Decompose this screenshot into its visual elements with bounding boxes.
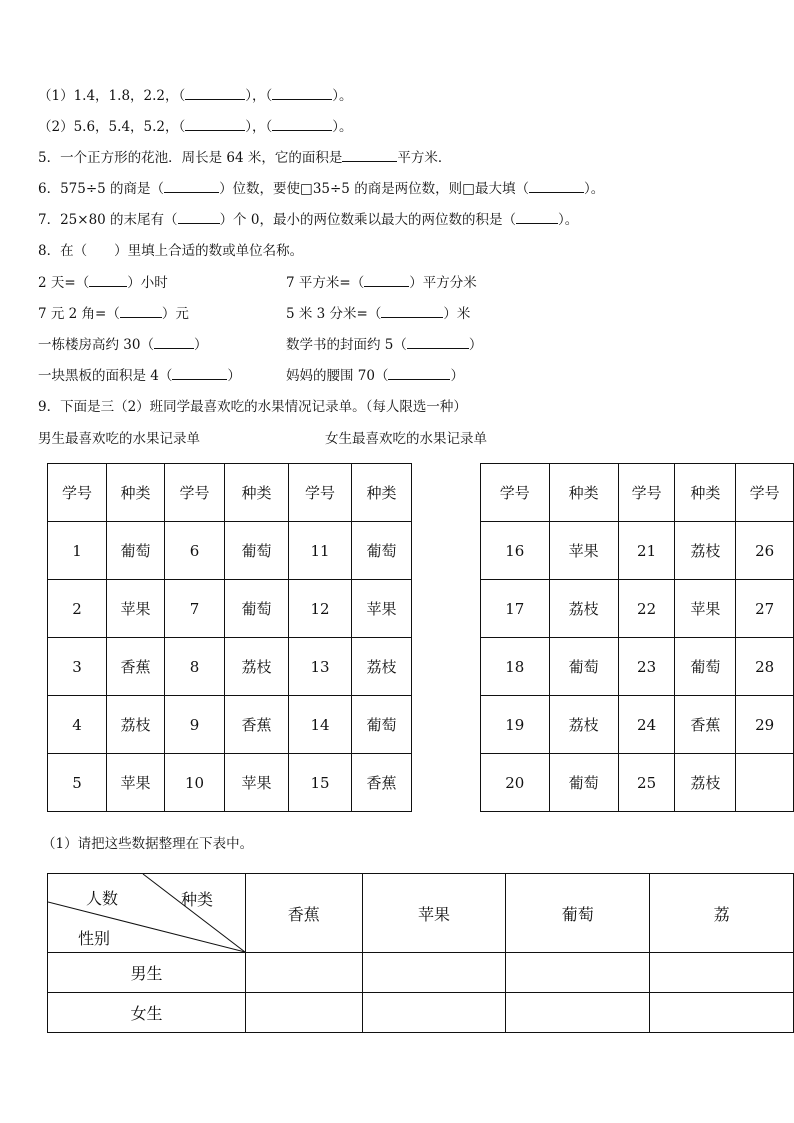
header-cell: 学号 [48, 464, 107, 522]
table-header-row [48, 874, 794, 953]
table-row [481, 522, 794, 580]
table-cell: 苹果 [352, 580, 412, 638]
table-row [481, 580, 794, 638]
table-header-row [481, 464, 794, 522]
column-header: 葡萄 [506, 874, 650, 953]
answer-blank[interactable] [164, 180, 219, 193]
table-cell [736, 754, 794, 812]
girls-record-table [480, 463, 794, 812]
header-cell: 学号 [481, 464, 550, 522]
table-row [48, 993, 794, 1033]
table-cell: 苹果 [225, 754, 289, 812]
header-cell: 学号 [618, 464, 675, 522]
table-cell: 荔枝 [675, 754, 736, 812]
table-row [481, 638, 794, 696]
table-row [48, 953, 794, 993]
answer-blank[interactable] [364, 274, 409, 287]
table-cell: 27 [736, 580, 794, 638]
table-cell: 苹果 [675, 580, 736, 638]
table-cell: 1 [48, 522, 107, 580]
column-header: 苹果 [362, 874, 506, 953]
question-5: 5．一个正方形的花池．周长是 64 米，它的面积是 平方米． [38, 150, 452, 166]
header-cell: 种类 [225, 464, 289, 522]
q8-item: 妈妈的腰围 70（ ） [286, 368, 464, 384]
answer-blank[interactable] [272, 118, 332, 131]
table-row [481, 754, 794, 812]
q8-item: 7 平方米=（ ）平方分米 [286, 275, 477, 291]
table-cell: 葡萄 [352, 522, 412, 580]
table-cell: 香蕉 [352, 754, 412, 812]
header-cell: 种类 [107, 464, 165, 522]
table-cell: 24 [618, 696, 675, 754]
table-row [48, 696, 412, 754]
question-4-2: （2）5.6，5.4，5.2，（ ），（ ）。 [38, 119, 353, 135]
table-cell: 荔枝 [549, 580, 618, 638]
table-cell: 荔枝 [225, 638, 289, 696]
table-cell: 25 [618, 754, 675, 812]
table-cell: 荔枝 [107, 696, 165, 754]
table-cell: 23 [618, 638, 675, 696]
table-row [48, 638, 412, 696]
header-cell: 学号 [289, 464, 352, 522]
table-row [48, 754, 412, 812]
answer-blank[interactable] [342, 149, 397, 162]
boys-table-caption: 男生最喜欢吃的水果记录单 [38, 431, 200, 447]
table-cell: 荔枝 [549, 696, 618, 754]
table-cell: 21 [618, 522, 675, 580]
row-header: 男生 [48, 953, 246, 993]
answer-blank[interactable] [407, 336, 469, 349]
answer-blank[interactable] [516, 211, 558, 224]
q8-item: 2 天=（ ）小时 [38, 275, 168, 291]
table-cell: 8 [165, 638, 225, 696]
table-cell: 葡萄 [352, 696, 412, 754]
corner-label-gender: 性别 [78, 929, 111, 948]
question-8: 8．在（ ）里填上合适的数或单位名称。 [38, 243, 304, 259]
diagonal-header-cell [48, 874, 246, 953]
table-cell: 10 [165, 754, 225, 812]
table-cell: 荔枝 [675, 522, 736, 580]
table-cell: 18 [481, 638, 550, 696]
table-cell: 11 [289, 522, 352, 580]
table-cell: 6 [165, 522, 225, 580]
q8-item: 一栋楼房高约 30（ ） [38, 337, 208, 353]
answer-blank[interactable] [388, 367, 450, 380]
input-cell[interactable] [246, 993, 363, 1033]
question-9: 9．下面是三（2）班同学最喜欢吃的水果情况记录单。（每人限选一种） [38, 399, 467, 415]
table-cell: 14 [289, 696, 352, 754]
answer-blank[interactable] [529, 180, 584, 193]
answer-blank[interactable] [185, 118, 245, 131]
table-cell: 20 [481, 754, 550, 812]
question-4-1: （1）1.4，1.8，2.2，（ ），（ ）。 [38, 88, 353, 104]
table-cell: 2 [48, 580, 107, 638]
answer-blank[interactable] [89, 274, 127, 287]
summary-table [47, 873, 794, 1033]
question-9-1: （1）请把这些数据整理在下表中。 [42, 836, 254, 852]
q8-item: 一块黑板的面积是 4（ ） [38, 368, 241, 384]
table-cell: 葡萄 [675, 638, 736, 696]
table-cell: 香蕉 [107, 638, 165, 696]
input-cell[interactable] [362, 993, 506, 1033]
column-header: 荔 [650, 874, 794, 953]
input-cell[interactable] [506, 993, 650, 1033]
table-row [481, 696, 794, 754]
column-header: 香蕉 [246, 874, 363, 953]
table-cell: 苹果 [549, 522, 618, 580]
table-cell: 葡萄 [549, 754, 618, 812]
table-row [48, 580, 412, 638]
q8-item: 7 元 2 角=（ ）元 [38, 306, 189, 322]
table-cell: 苹果 [107, 580, 165, 638]
table-cell: 12 [289, 580, 352, 638]
table-cell: 19 [481, 696, 550, 754]
table-cell: 17 [481, 580, 550, 638]
q8-item: 数学书的封面约 5（ ） [286, 337, 483, 353]
answer-blank[interactable] [120, 305, 162, 318]
table-row [48, 522, 412, 580]
answer-blank[interactable] [178, 211, 220, 224]
corner-label-kind: 种类 [181, 890, 214, 909]
table-cell: 29 [736, 696, 794, 754]
header-cell: 种类 [549, 464, 618, 522]
answer-blank[interactable] [272, 87, 332, 100]
table-cell: 9 [165, 696, 225, 754]
summary-table-clip [47, 873, 794, 1035]
table-cell: 葡萄 [225, 580, 289, 638]
corner-label-count: 人数 [86, 889, 119, 908]
table-cell: 荔枝 [352, 638, 412, 696]
header-cell: 学号 [165, 464, 225, 522]
table-cell: 香蕉 [225, 696, 289, 754]
table-header-row [48, 464, 412, 522]
girls-table-clip [480, 463, 794, 813]
table-cell: 葡萄 [107, 522, 165, 580]
table-cell: 香蕉 [675, 696, 736, 754]
table-cell: 16 [481, 522, 550, 580]
input-cell[interactable] [246, 953, 363, 993]
header-cell: 种类 [352, 464, 412, 522]
question-7: 7．25×80 的末尾有（ ）个 0，最小的两位数乘以最大的两位数的积是（ ）。 [38, 212, 579, 228]
input-cell[interactable] [506, 953, 650, 993]
table-cell: 葡萄 [225, 522, 289, 580]
table-cell: 28 [736, 638, 794, 696]
input-cell[interactable] [362, 953, 506, 993]
row-header: 女生 [48, 993, 246, 1033]
input-cell[interactable] [650, 953, 794, 993]
table-cell: 7 [165, 580, 225, 638]
table-cell: 苹果 [107, 754, 165, 812]
answer-blank[interactable] [185, 87, 245, 100]
question-6: 6．575÷5 的商是（ ）位数，要使□35÷5 的商是两位数，则□最大填（ ）。 [38, 181, 605, 197]
input-cell[interactable] [650, 993, 794, 1033]
header-cell: 种类 [675, 464, 736, 522]
table-cell: 22 [618, 580, 675, 638]
table-cell: 3 [48, 638, 107, 696]
answer-blank[interactable] [381, 305, 443, 318]
table-cell: 5 [48, 754, 107, 812]
answer-blank[interactable] [154, 336, 194, 349]
table-cell: 葡萄 [549, 638, 618, 696]
answer-blank[interactable] [172, 367, 227, 380]
table-cell: 26 [736, 522, 794, 580]
header-cell: 学号 [736, 464, 794, 522]
table-cell: 4 [48, 696, 107, 754]
table-cell: 15 [289, 754, 352, 812]
girls-table-caption: 女生最喜欢吃的水果记录单 [325, 431, 487, 447]
table-cell: 13 [289, 638, 352, 696]
boys-record-table [47, 463, 412, 812]
q8-item: 5 米 3 分米=（ ）米 [286, 306, 471, 322]
